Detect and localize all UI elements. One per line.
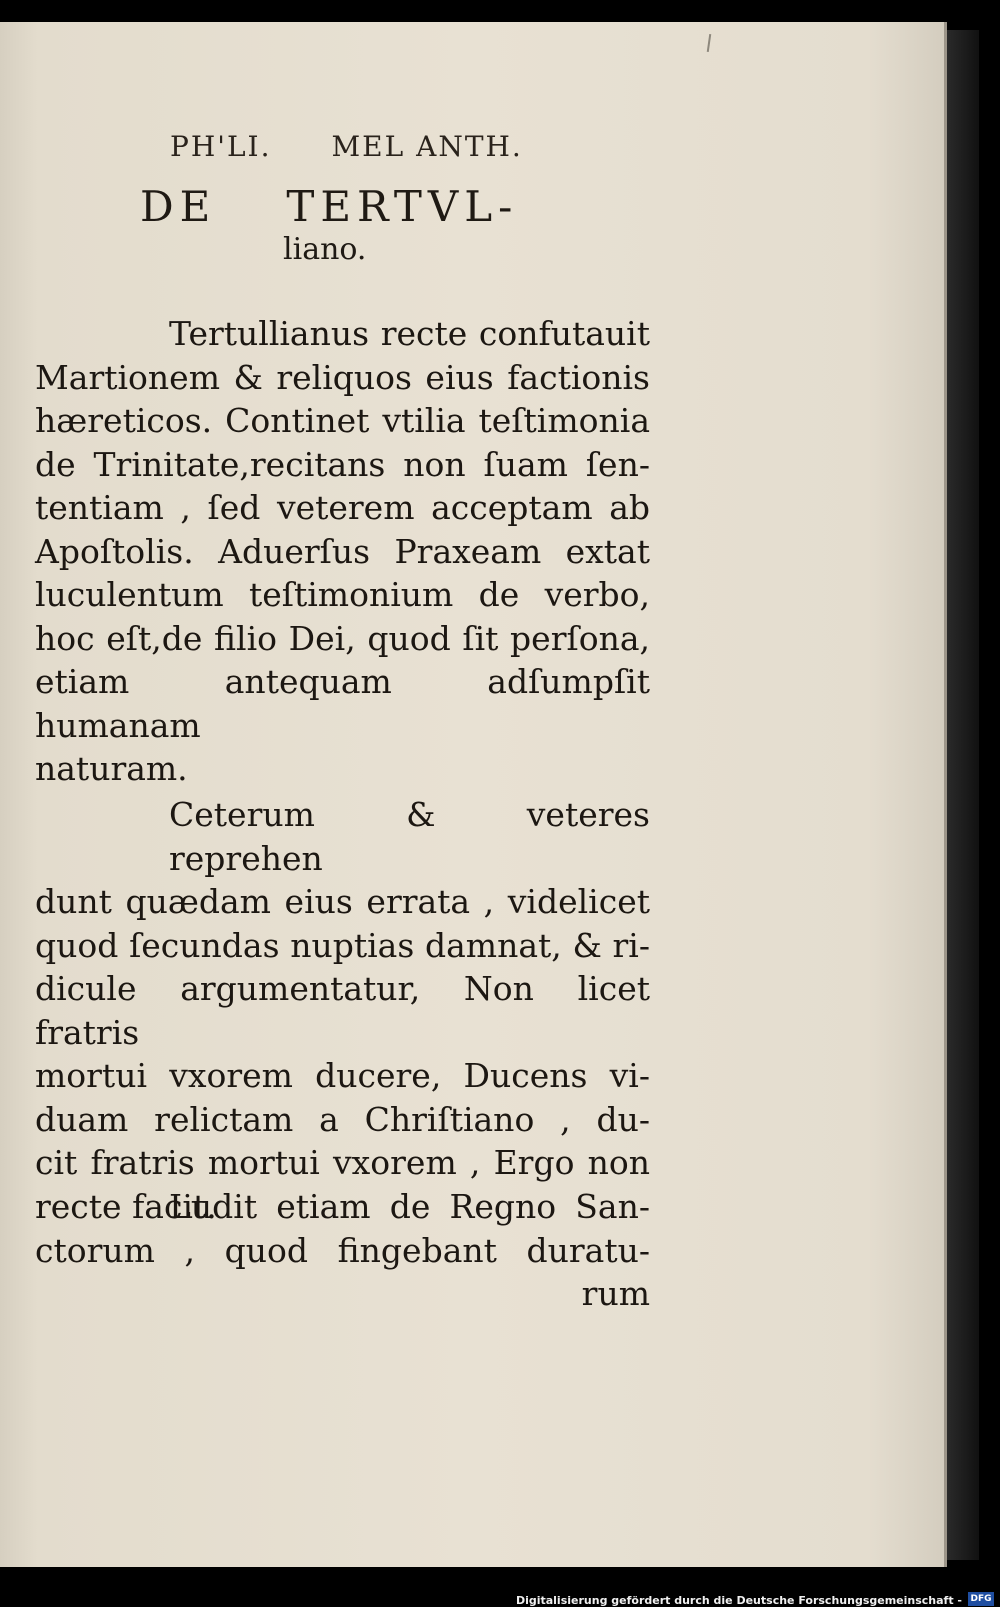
running-head	[170, 130, 540, 163]
text-line: Ludit etiam de Regno San-	[169, 1187, 650, 1226]
catchword: rum	[581, 1274, 650, 1313]
paragraph-3	[35, 1185, 650, 1316]
digitization-credit: Digitalisierung gefördert durch die Deutsche Forschungsgemeinschaft -	[515, 1594, 962, 1607]
text-line: Tertullianus recte confutauit	[169, 314, 650, 353]
paragraph-2	[35, 793, 650, 1228]
text-line: recte facit.	[35, 1186, 217, 1226]
page-edge-shadow	[947, 30, 979, 1560]
text-line: quod ſecundas nuptias damnat, & ri-	[35, 925, 650, 965]
text-line: Martionem & reliquos eius factionis	[35, 357, 650, 397]
text-line: Apoſtolis. Aduerſus Praxeam extat	[35, 531, 650, 571]
text-line: ctorum , quod fingebant duratu-	[35, 1230, 650, 1270]
text-line: naturam.	[35, 749, 188, 788]
text-line: duam relictam a Chriſtiano , du-	[35, 1099, 650, 1139]
title-word-de: DE	[140, 182, 217, 231]
paragraph-1	[35, 312, 650, 791]
text-line: mortui vxorem ducere, Ducens vi-	[35, 1056, 650, 1095]
running-head-right: MEL ANTH.	[331, 130, 523, 163]
text-line: dunt quædam eius errata , videlicet	[35, 882, 650, 921]
text-line: dicule argumentatur, Non licet fratris	[35, 969, 650, 1052]
text-line: hæreticos. Continet vtilia teſtimonia	[35, 401, 650, 440]
text-line: hoc eſt,de filio Dei, quod ſit perſona,	[35, 618, 650, 658]
dfg-logo-icon: DFG	[968, 1592, 994, 1606]
text-line: Ceterum & veteres reprehen	[169, 795, 650, 878]
text-line: de Trinitate,recitans non ſuam ſen-	[35, 444, 650, 484]
text-line: luculentum teſtimonium de verbo,	[35, 575, 650, 614]
title-word-tertul: TERTVL-	[286, 182, 519, 231]
running-head-left: PH'LI.	[170, 130, 272, 163]
text-line: cit fratris mortui vxorem , Ergo non	[35, 1143, 650, 1182]
section-title-continuation: liano.	[283, 232, 367, 267]
section-title	[140, 182, 600, 231]
text-line: tentiam , ſed veterem acceptam ab	[35, 488, 650, 527]
text-line: etiam antequam adſumpſit humanam	[35, 662, 650, 745]
